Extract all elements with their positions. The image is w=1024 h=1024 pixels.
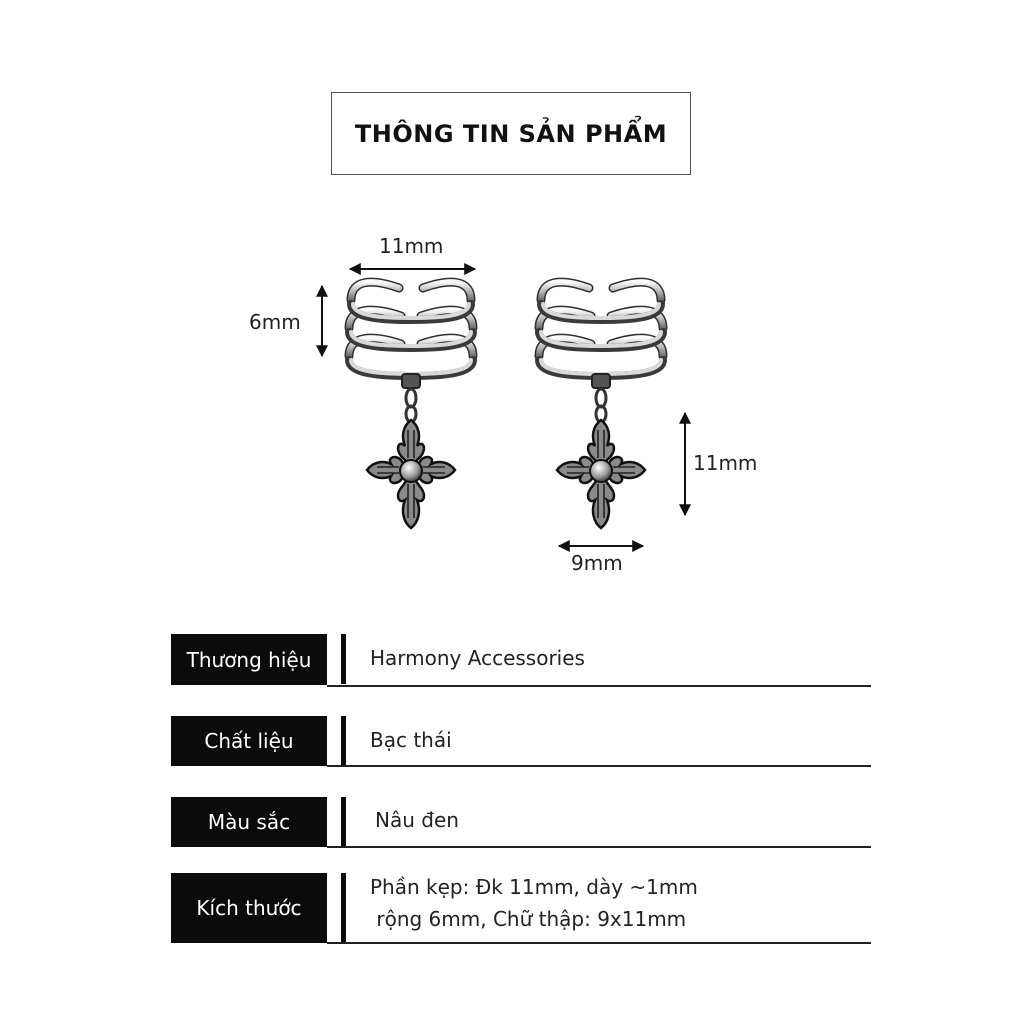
spec-value: Bạc thái — [370, 728, 452, 752]
spec-value-line-1: Phần kẹp: Đk 11mm, dày ~1mm — [370, 875, 698, 899]
cross-height-label: 11mm — [693, 451, 758, 475]
ear-cuff-right — [539, 282, 663, 528]
spec-value-line-2: rộng 6mm, Chữ thập: 9x11mm — [370, 907, 687, 931]
spec-divider — [341, 716, 346, 766]
cross-width-label: 9mm — [571, 551, 623, 575]
spec-divider — [341, 634, 346, 684]
clip-width-label: 11mm — [379, 234, 444, 258]
spec-underline — [327, 846, 871, 848]
spec-row-brand — [171, 634, 871, 688]
spec-label: Màu sắc — [171, 797, 327, 847]
spec-underline — [327, 942, 871, 944]
spec-row-material — [171, 716, 871, 770]
spec-row-size — [171, 873, 871, 945]
ear-cuff-left — [349, 282, 473, 528]
spec-divider — [341, 797, 346, 847]
spec-underline — [327, 685, 871, 687]
spec-label: Thương hiệu — [171, 634, 327, 685]
spec-value: Nâu đen — [375, 808, 459, 832]
clip-height-label: 6mm — [249, 310, 301, 334]
spec-label: Chất liệu — [171, 716, 327, 766]
spec-label: Kích thước — [171, 873, 327, 943]
spec-row-color — [171, 797, 871, 851]
spec-divider — [341, 873, 346, 943]
spec-value: Harmony Accessories — [370, 646, 585, 670]
page-title: THÔNG TIN SẢN PHẨM — [354, 119, 668, 148]
spec-underline — [327, 765, 871, 767]
